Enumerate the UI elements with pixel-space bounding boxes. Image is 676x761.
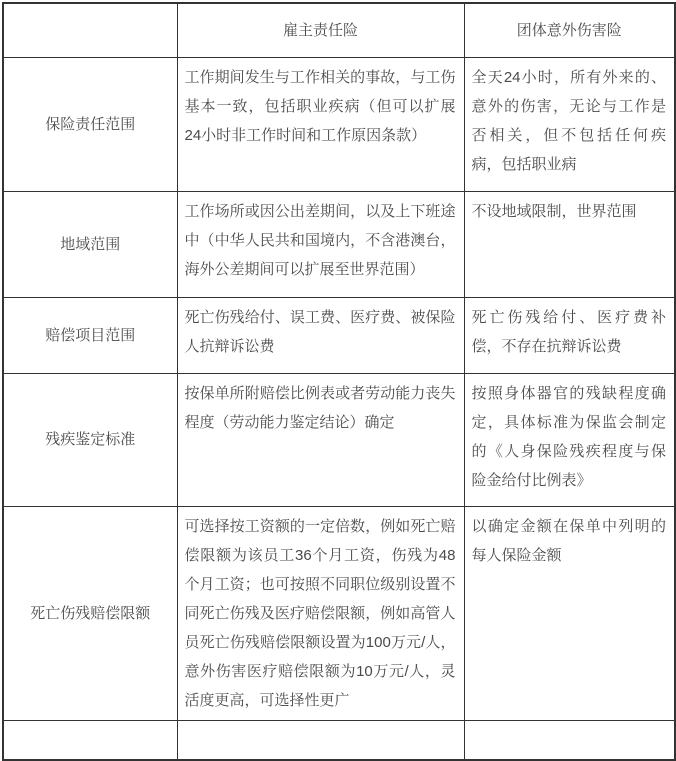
row-label-cell: 死亡伤残赔偿限额 (3, 506, 177, 720)
group-cell: 死亡伤残给付、医疗费补偿，不存在抗辩诉讼费 (464, 297, 675, 373)
table-header-row (3, 3, 675, 57)
header-cell-empty (3, 3, 177, 57)
table-row (3, 373, 675, 506)
row-label-cell: 赔偿项目范围 (3, 297, 177, 373)
row-label-cell: 地域范围 (3, 191, 177, 297)
row-label-cell (3, 720, 177, 760)
table-row (3, 57, 675, 191)
employer-cell: 按保单所附赔偿比例表或者劳动能力丧失程度（劳动能力鉴定结论）确定 (177, 373, 464, 506)
employer-cell: 工作期间发生与工作相关的事故，与工伤基本一致，包括职业疾病（但可以扩展24小时非工作时间和工作原因条款） (177, 57, 464, 191)
table-row (3, 191, 675, 297)
group-cell: 全天24小时，所有外来的、意外的伤害，无论与工作是否相关，但不包括任何疾病，包括职业病 (464, 57, 675, 191)
employer-cell: 死亡伤残给付、误工费、医疗费、被保险人抗辩诉讼费 (177, 297, 464, 373)
group-cell (464, 720, 675, 760)
employer-cell: 工作场所或因公出差期间，以及上下班途中（中华人民共和国境内，不含港澳台，海外公差期间可以扩展至世界范围） (177, 191, 464, 297)
group-cell: 不设地域限制，世界范围 (464, 191, 675, 297)
insurance-comparison-table (2, 2, 676, 761)
table-row-cutoff (3, 720, 675, 760)
table-row (3, 297, 675, 373)
group-cell: 按照身体器官的残缺程度确定，具体标准为保监会制定的《人身保险残疾程度与保险金给付比例表》 (464, 373, 675, 506)
table-row (3, 506, 675, 720)
header-cell-employer-liability: 雇主责任险 (177, 3, 464, 57)
employer-cell: 可选择按工资额的一定倍数，例如死亡赔偿限额为该员工36个月工资，伤残为48个月工资；也可按照不同职位级别设置不同死亡伤残及医疗赔偿限额，例如高管人员死亡伤残赔偿限额设置为100万元/人，意外伤害医疗赔偿限额为10万元/人，灵活度更高，可选择性更广 (177, 506, 464, 720)
row-label-cell: 残疾鉴定标准 (3, 373, 177, 506)
header-cell-group-accident: 团体意外伤害险 (464, 3, 675, 57)
row-label-cell: 保险责任范围 (3, 57, 177, 191)
group-cell: 以确定金额在保单中列明的每人保险金额 (464, 506, 675, 720)
employer-cell (177, 720, 464, 760)
